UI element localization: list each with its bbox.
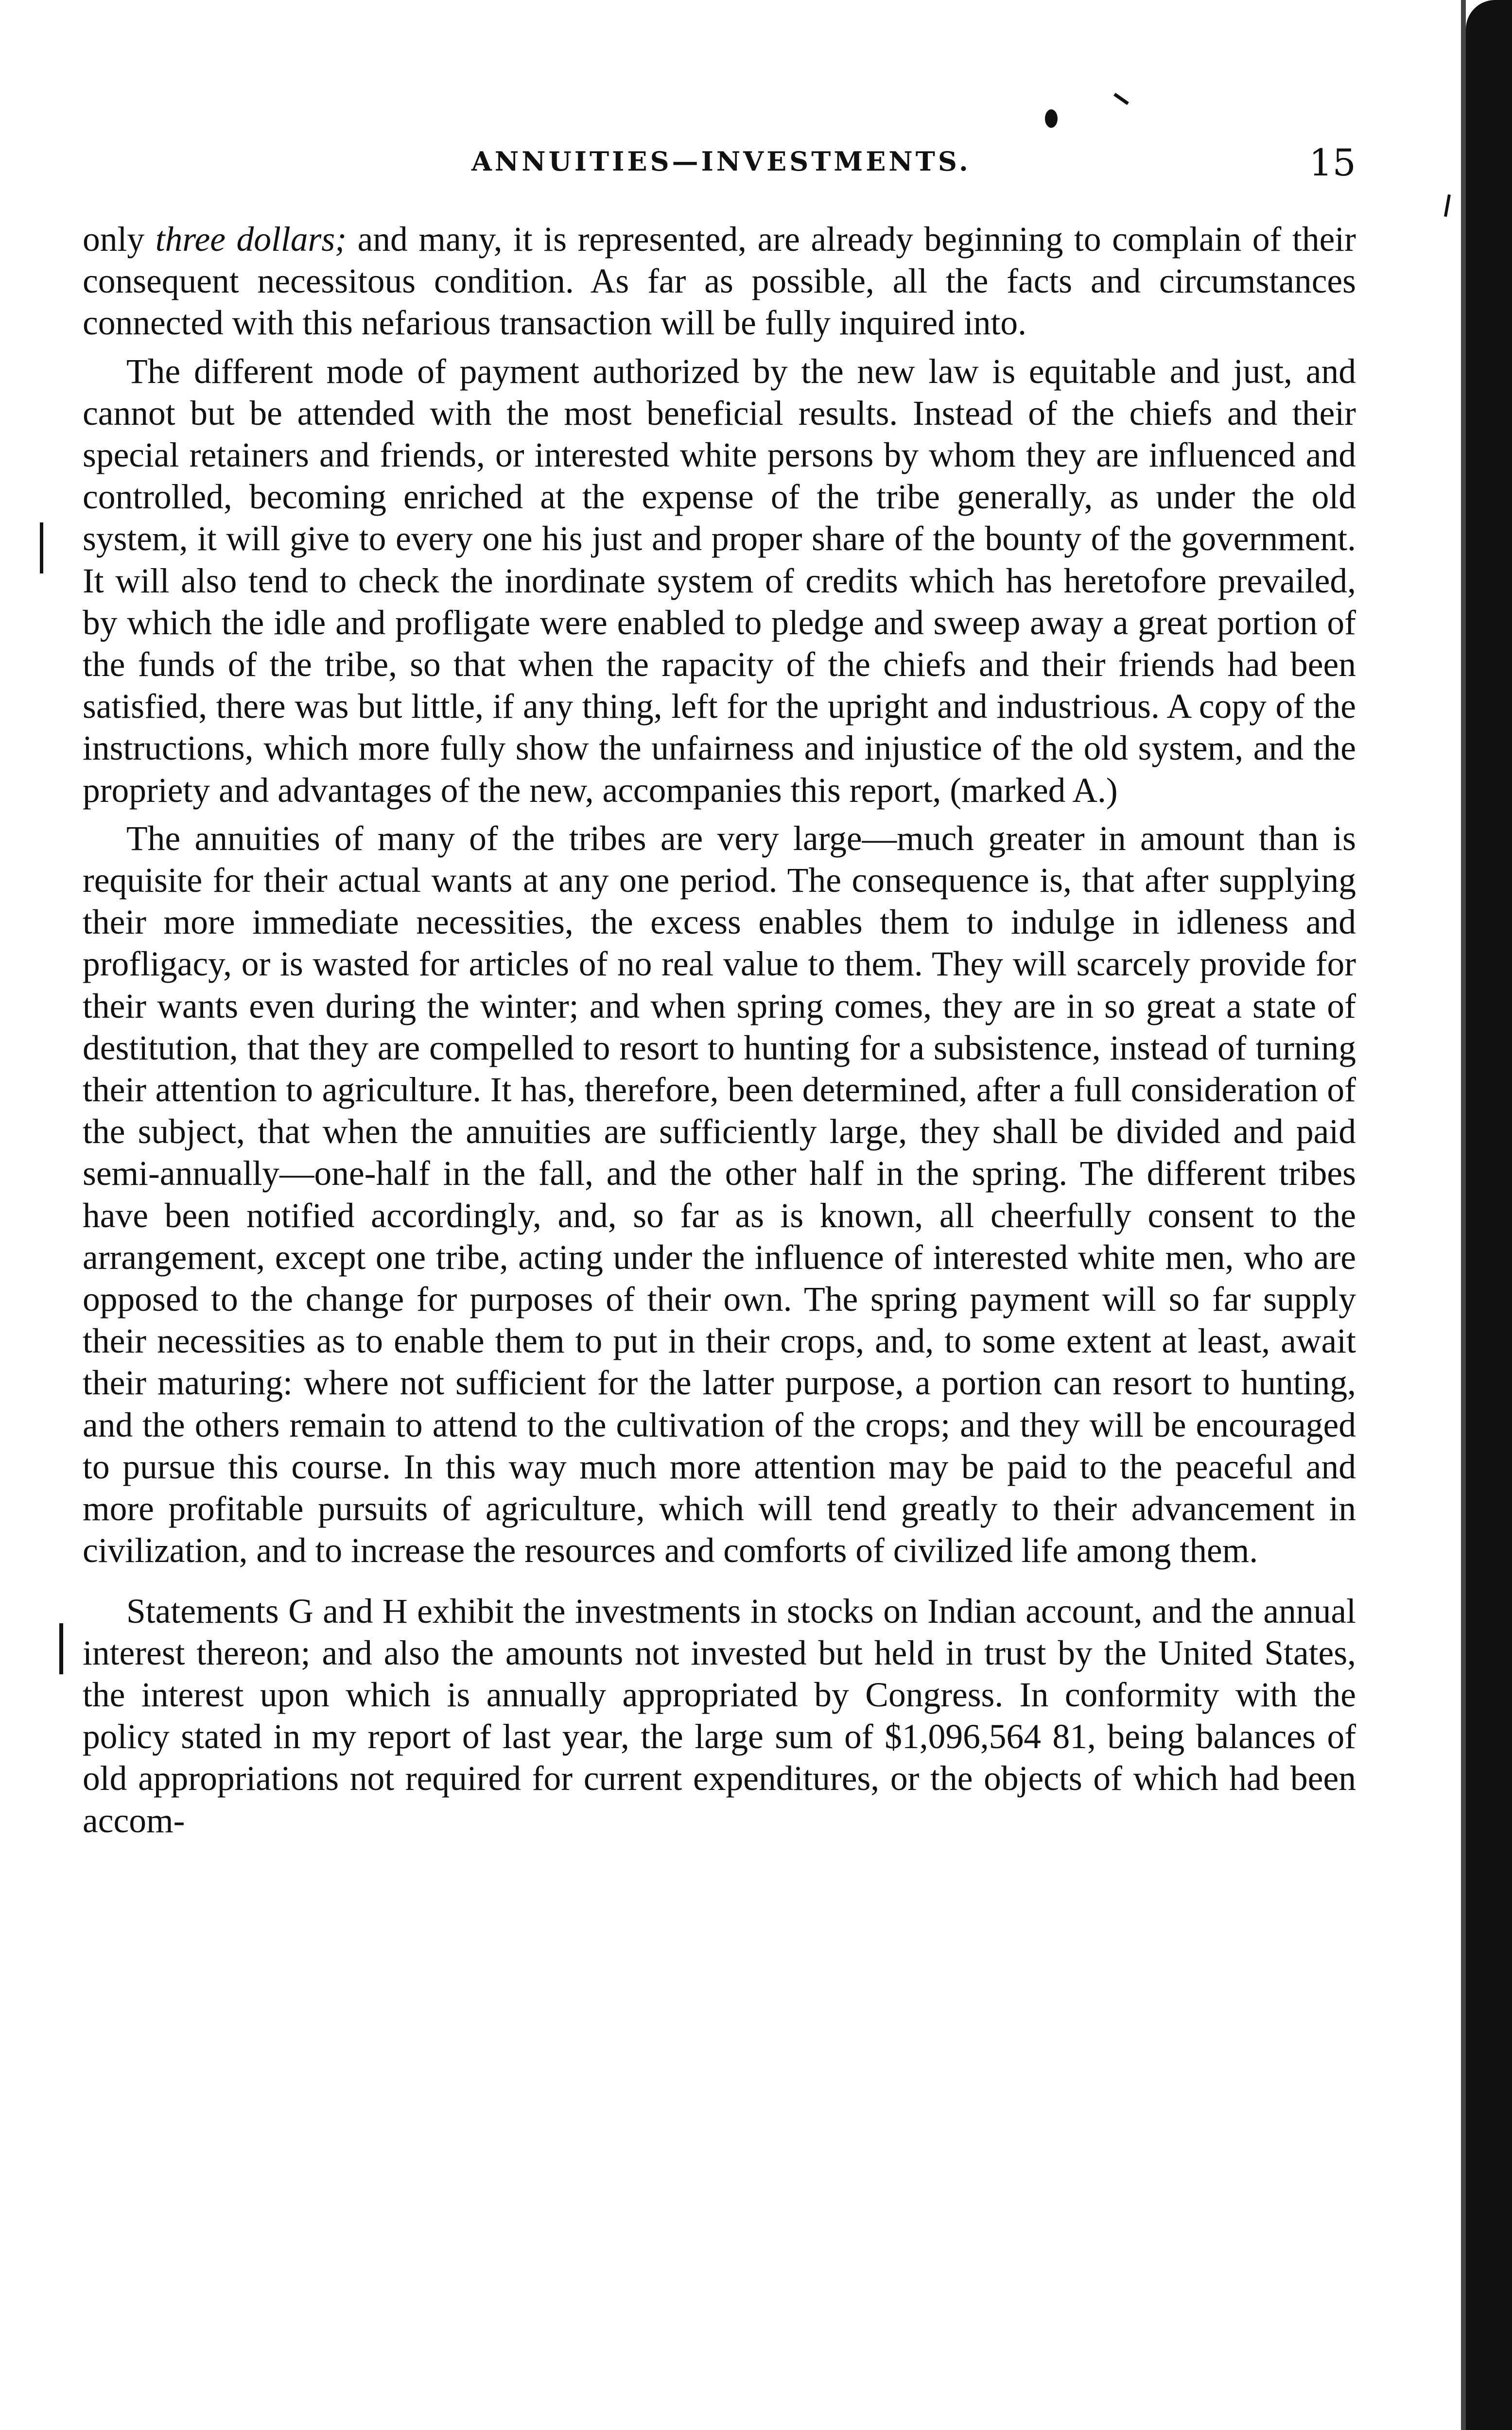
margin-line: [59, 1623, 63, 1674]
scan-speck: [1045, 109, 1058, 128]
page-number: 15: [1309, 141, 1356, 184]
paragraph-1-italic: three dollars;: [155, 220, 347, 259]
paragraph-1-rest: and many, it is represented, are already beginning to complain of their consequent necessitous condition. As far as possible, all the facts and circumstances connected with this nefarious transaction will be fully inquired into.: [83, 220, 1356, 343]
paragraph-1: [83, 219, 1356, 345]
scan-border-shadow: [1461, 0, 1466, 2430]
running-head: ANNUITIES—INVESTMENTS.: [471, 146, 971, 177]
margin-line: [40, 522, 43, 573]
paragraph-3: The annuities of many of the tribes are very large—much greater in amount than is requisite for their actual wants at any one period. The consequence is, that after supplying their more immediate necessities, the excess enables them to indulge in idleness and profligacy, or is wasted for articles of no real value to them. They will scarcely provide for their wants even during the winter; and when spring comes, they are in so great a state of destitution, that they are compelled to resort to hunting for a subsistence, instead of turning their attention to agriculture. It has, therefore, been determined, after a full consideration of the subject, that when the annuities are sufficiently large, they shall be divided and paid semi-annually—one-half in the fall, and the other half in the spring. The different tribes have been notified accordingly, and, so far as is known, all cheerfully consent to the arrangement, except one tribe, acting under the influence of interested white men, who are opposed to the change for purposes of their own. The spring payment will so far supply their necessities as to enable them to put in their crops, and, to some extent at least, await their maturing: where not sufficient for the latter purpose, a portion can resort to hunting, and the others remain to attend to the cultivation of the crops; and they will be encouraged to pursue this course. In this way much more attention may be paid to the peaceful and more profitable pursuits of agriculture, which will tend greatly to their advancement in civilization, and to increase the resources and comforts of civilized life among them.: [83, 819, 1356, 1570]
paragraph-1-lead: only: [83, 220, 156, 259]
scan-speck: [1474, 355, 1488, 356]
page-header: [83, 141, 1375, 185]
scan-speck: [1113, 93, 1129, 105]
paragraph-2: The different mode of payment authorized by the new law is equitable and just, and cannot but be attended with the most beneficial results. Instead of the chiefs and their special retainers and friends, or interested white persons by whom they are influenced and controlled, becoming enriched at the expense of the tribe generally, as under the old system, it will give to every one his just and proper share of the bounty of the government. It will also tend to check the inordinate system of credits which has heretofore prevailed, by which the idle and profligate were enabled to pledge and sweep away a great portion of the funds of the tribe, so that when the rapacity of the chiefs and their friends had been satisfied, there was but little, if any thing, left for the upright and industrious. A copy of the instructions, which more fully show the unfairness and injustice of the old system, and the propriety and advantages of the new, accompanies this report, (marked A.): [83, 352, 1356, 810]
scan-speck: [1444, 194, 1451, 217]
scan-border: [1466, 0, 1512, 2430]
body-text: [83, 219, 1356, 1842]
paragraph-4: Statements G and H exhibit the investments in stocks on Indian account, and the annual interest thereon; and also the amounts not invested but held in trust by the United States, the interest upon which is annually appropriated by Congress. In conformity with the policy stated in my report of last year, the large sum of $1,096,564 81, being balances of old appropriations not required for current expenditures, or the objects of which had been accom-: [83, 1592, 1356, 1840]
